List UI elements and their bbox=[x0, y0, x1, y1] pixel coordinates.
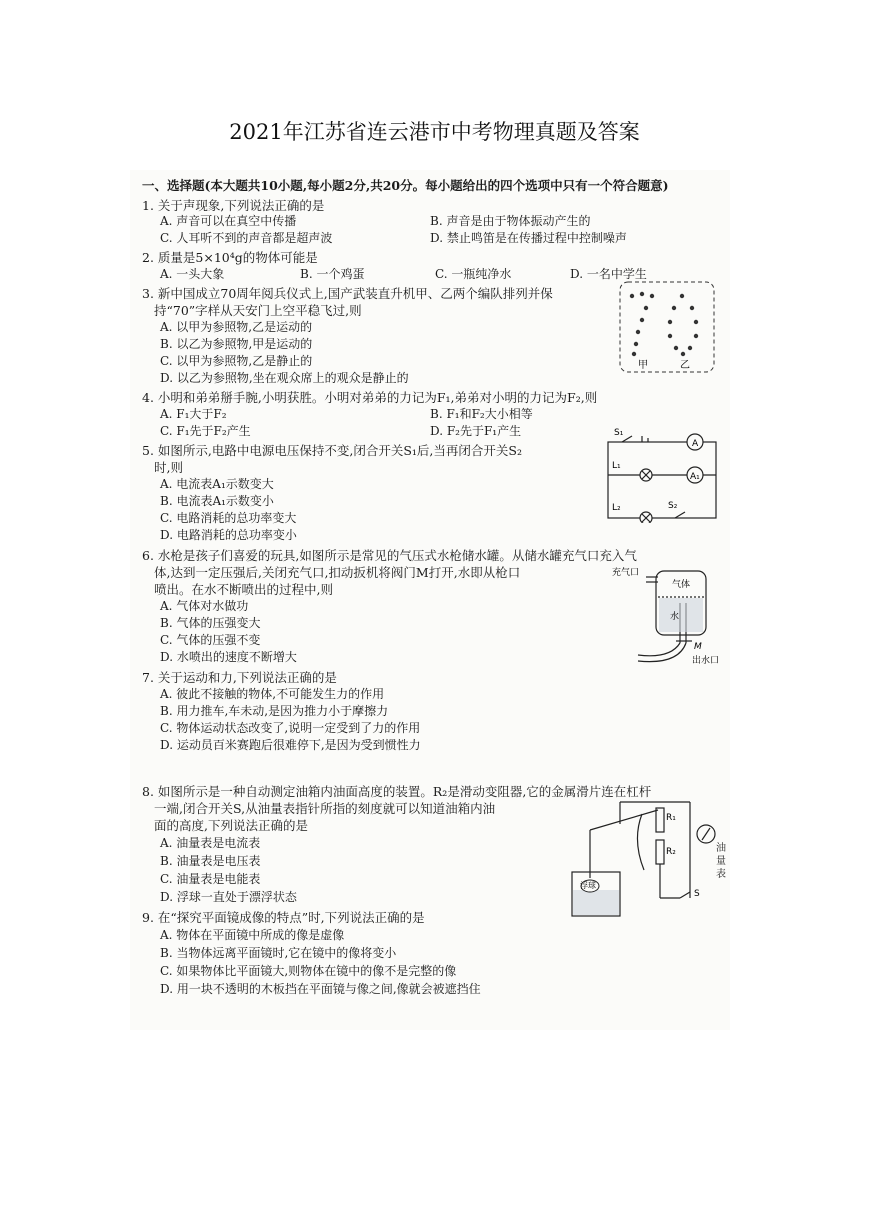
q6-inlet-label: 充气口 bbox=[612, 568, 640, 578]
q5-ammeter-a-label: A bbox=[692, 439, 699, 449]
q5-option-a: A. 电流表A₁示数变大 bbox=[160, 477, 274, 491]
q4-option-d: D. F₂先于F₁产生 bbox=[430, 424, 522, 438]
q2-option-d: D. 一名中学生 bbox=[570, 267, 647, 281]
q5-switch-s2-label: S₂ bbox=[668, 501, 678, 511]
q8-stem-line2: 一端,闭合开关S,从油量表指针所指的刻度就可以知道油箱内油 bbox=[154, 801, 496, 816]
q9-option-c: C. 如果物体比平面镜大,则物体在镜中的像不是完整的像 bbox=[160, 964, 457, 978]
q8-meter-label: 油量表 bbox=[716, 843, 726, 880]
q6-water-label: 水 bbox=[670, 612, 680, 622]
q2-option-a: A. 一头大象 bbox=[160, 267, 225, 281]
q8-option-c: C. 油量表是电能表 bbox=[160, 872, 261, 886]
q6-outlet-label: 出水口 bbox=[692, 656, 720, 666]
q6-option-d: D. 水喷出的速度不断增大 bbox=[160, 650, 297, 664]
q3-stem-line1: 3. 新中国成立70周年阅兵仪式上,国产武装直升机甲、乙两个编队排列并保 bbox=[142, 286, 553, 301]
q1-option-b: B. 声音是由于物体振动产生的 bbox=[430, 214, 591, 228]
q1-stem: 1. 关于声现象,下列说法正确的是 bbox=[142, 198, 325, 213]
q9-option-a: A. 物体在平面镜中所成的像是虚像 bbox=[160, 928, 345, 942]
q5-circuit-figure bbox=[600, 428, 725, 523]
q8-option-d: D. 浮球一直处于漂浮状态 bbox=[160, 890, 297, 904]
q8-oil-gauge-figure bbox=[570, 800, 728, 925]
q3-option-b: B. 以乙为参照物,甲是运动的 bbox=[160, 337, 313, 351]
q7-option-a: A. 彼此不接触的物体,不可能发生力的作用 bbox=[160, 687, 385, 701]
q8-option-a: A. 油量表是电流表 bbox=[160, 836, 261, 850]
q5-lamp-l1-label: L₁ bbox=[612, 461, 621, 471]
q8-r1-label: R₁ bbox=[666, 813, 676, 823]
q2-option-c: C. 一瓶纯净水 bbox=[435, 267, 512, 281]
q6-option-a: A. 气体对水做功 bbox=[160, 599, 249, 613]
q3-label-jia: 甲 bbox=[638, 360, 648, 371]
section-header: 一、选择题(本大题共10小题,每小题2分,共20分。每小题给出的四个选项中只有一个符合题意) bbox=[142, 178, 669, 193]
q1-option-c: C. 人耳听不到的声音都是超声波 bbox=[160, 231, 333, 245]
q8-stem-line1: 8. 如图所示是一种自动测定油箱内油面高度的装置。R₂是滑动变阻器,它的金属滑片连在杠杆 bbox=[142, 784, 652, 799]
q5-option-b: B. 电流表A₁示数变小 bbox=[160, 494, 274, 508]
q3-helicopter-formation-figure bbox=[618, 280, 718, 375]
q7-option-d: D. 运动员百米赛跑后很难停下,是因为受到惯性力 bbox=[160, 738, 421, 752]
q5-option-d: D. 电路消耗的总功率变小 bbox=[160, 528, 297, 542]
q4-option-a: A. F₁大于F₂ bbox=[160, 407, 227, 421]
q3-label-yi: 乙 bbox=[680, 360, 690, 371]
q7-option-c: C. 物体运动状态改变了,说明一定受到了力的作用 bbox=[160, 721, 421, 735]
q1-option-d: D. 禁止鸣笛是在传播过程中控制噪声 bbox=[430, 231, 627, 245]
q5-stem-line1: 5. 如图所示,电路中电源电压保持不变,闭合开关S₁后,当再闭合开关S₂ bbox=[142, 443, 522, 458]
q9-option-b: B. 当物体远离平面镜时,它在镜中的像将变小 bbox=[160, 946, 397, 960]
q5-switch-s1-label: S₁ bbox=[614, 428, 624, 438]
q2-option-b: B. 一个鸡蛋 bbox=[300, 267, 365, 281]
q7-stem: 7. 关于运动和力,下列说法正确的是 bbox=[142, 670, 337, 685]
q8-float-label: 浮球 bbox=[580, 881, 596, 890]
q6-gas-label: 气体 bbox=[672, 580, 691, 590]
q5-stem-line2: 时,则 bbox=[154, 460, 183, 475]
q4-option-c: C. F₁先于F₂产生 bbox=[160, 424, 251, 438]
q6-stem-line2: 体,达到一定压强后,关闭充气口,扣动扳机将阀门M打开,水即从枪口 bbox=[154, 565, 521, 580]
q5-option-c: C. 电路消耗的总功率变大 bbox=[160, 511, 297, 525]
q8-option-b: B. 油量表是电压表 bbox=[160, 854, 261, 868]
q6-water-gun-tank-figure bbox=[610, 563, 725, 668]
q6-stem-line1: 6. 水枪是孩子们喜爱的玩具,如图所示是常见的气压式水枪储水罐。从储水罐充气口充入气 bbox=[142, 548, 637, 563]
q4-option-b: B. F₁和F₂大小相等 bbox=[430, 407, 533, 421]
q5-ammeter-a1-label: A₁ bbox=[690, 472, 700, 482]
q2-stem: 2. 质量是5×10⁴g的物体可能是 bbox=[142, 250, 318, 265]
q6-stem-line3: 喷出。在水不断喷出的过程中,则 bbox=[154, 582, 333, 597]
q9-option-d: D. 用一块不透明的木板挡在平面镜与像之间,像就会被遮挡住 bbox=[160, 982, 481, 996]
q1-option-a: A. 声音可以在真空中传播 bbox=[160, 214, 297, 228]
q5-lamp-l2-label: L₂ bbox=[612, 503, 621, 513]
q3-option-d: D. 以乙为参照物,坐在观众席上的观众是静止的 bbox=[160, 371, 409, 385]
q3-stem-line2: 持“70”字样从天安门上空平稳飞过,则 bbox=[154, 303, 362, 318]
q8-stem-line3: 面的高度,下列说法正确的是 bbox=[154, 818, 308, 833]
q6-option-c: C. 气体的压强不变 bbox=[160, 633, 261, 647]
q6-option-b: B. 气体的压强变大 bbox=[160, 616, 261, 630]
q3-option-a: A. 以甲为参照物,乙是运动的 bbox=[160, 320, 313, 334]
page-title: 2021年江苏省连云港市中考物理真题及答案 bbox=[229, 120, 640, 144]
q4-stem: 4. 小明和弟弟掰手腕,小明获胜。小明对弟弟的力记为F₁,弟弟对小明的力记为F₂,则 bbox=[142, 390, 598, 405]
q8-switch-s-label: S bbox=[694, 889, 700, 899]
q9-stem: 9. 在“探究平面镜成像的特点”时,下列说法正确的是 bbox=[142, 910, 425, 925]
q7-option-b: B. 用力推车,车未动,是因为推力小于摩擦力 bbox=[160, 704, 389, 718]
scanned-exam-page bbox=[130, 170, 730, 1030]
q3-option-c: C. 以甲为参照物,乙是静止的 bbox=[160, 354, 313, 368]
q8-r2-label: R₂ bbox=[666, 847, 676, 857]
q6-valve-m-label: M bbox=[694, 642, 702, 652]
